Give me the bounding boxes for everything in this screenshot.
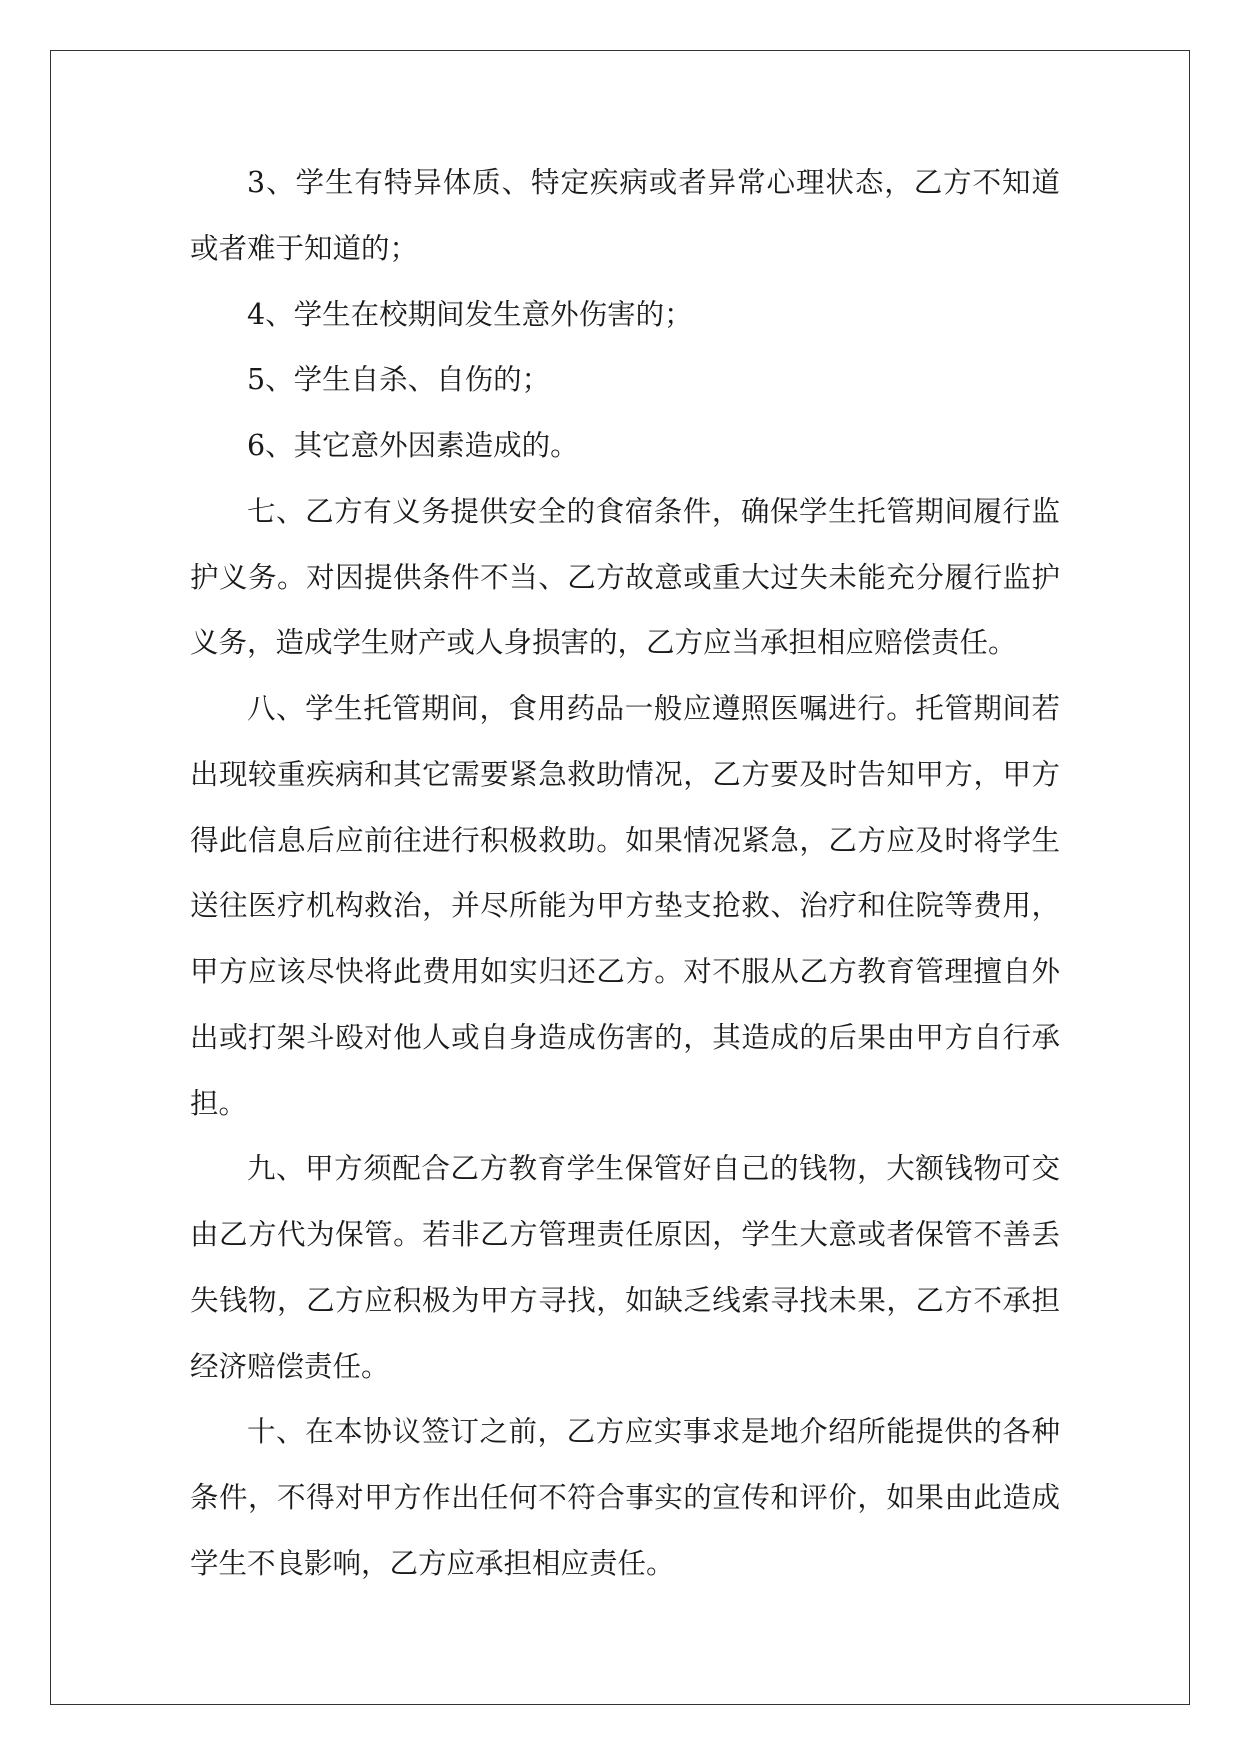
text-line: 经济赔偿责任。 <box>190 1349 390 1383</box>
text-line: 4、学生在校期间发生意外伤害的； <box>247 297 693 331</box>
paragraph-item-5 <box>190 347 1060 413</box>
text-line: 由乙方代为保管。若非乙方管理责任原因，学生大意或者保管不善丢 <box>190 1218 1060 1251</box>
text-line: 或者难于知道的； <box>190 231 419 265</box>
text-line: 失钱物，乙方应积极为甲方寻找，如缺乏线索寻找未果，乙方不承担 <box>190 1283 1060 1317</box>
paragraph-item-3 <box>190 150 1060 282</box>
text-line: 出或打架斗殴对他人或自身造成伤害的，其造成的后果由甲方自行承 <box>190 1020 1060 1054</box>
text-line: 出现较重疾病和其它需要紧急救助情况，乙方要及时告知甲方，甲方 <box>190 757 1060 791</box>
text-line: 条件，不得对甲方作出任何不符合事实的宣传和评价，如果由此造成 <box>190 1481 1060 1514</box>
paragraph-clause-8 <box>190 676 1060 1136</box>
document-body <box>190 150 1060 1597</box>
text-line: 八、学生托管期间，食用药品一般应遵照医嘱进行。托管期间若 <box>247 692 1060 725</box>
text-line: 九、甲方须配合乙方教育学生保管好自己的钱物，大额钱物可交 <box>247 1152 1060 1186</box>
paragraph-clause-7 <box>190 479 1060 676</box>
text-line: 担。 <box>190 1086 248 1120</box>
paragraph-clause-9 <box>190 1136 1060 1399</box>
text-line: 得此信息后应前往进行积极救助。如果情况紧急，乙方应及时将学生 <box>190 823 1060 857</box>
paragraph-item-6 <box>190 413 1060 479</box>
text-line: 甲方应该尽快将此费用如实归还乙方。对不服从乙方教育管理擅自外 <box>190 955 1060 988</box>
text-line: 十、在本协议签订之前，乙方应实事求是地介绍所能提供的各种 <box>247 1415 1060 1449</box>
text-line: 护义务。对因提供条件不当、乙方故意或重大过失未能充分履行监护 <box>190 560 1060 594</box>
paragraph-clause-10 <box>190 1399 1060 1596</box>
text-line: 3、学生有特异体质、特定疾病或者异常心理状态，乙方不知道 <box>247 166 1060 199</box>
text-line: 七、乙方有义务提供安全的食宿条件，确保学生托管期间履行监 <box>247 494 1060 528</box>
paragraph-item-4 <box>190 282 1060 348</box>
text-line: 义务，造成学生财产或人身损害的，乙方应当承担相应赔偿责任。 <box>190 626 1017 660</box>
text-line: 学生不良影响，乙方应承担相应责任。 <box>190 1546 675 1580</box>
text-line: 送往医疗机构救治，并尽所能为甲方垫支抢救、治疗和住院等费用， <box>190 889 1060 923</box>
text-line: 6、其它意外因素造成的。 <box>247 429 579 462</box>
text-line: 5、学生自杀、自伤的； <box>247 363 551 397</box>
